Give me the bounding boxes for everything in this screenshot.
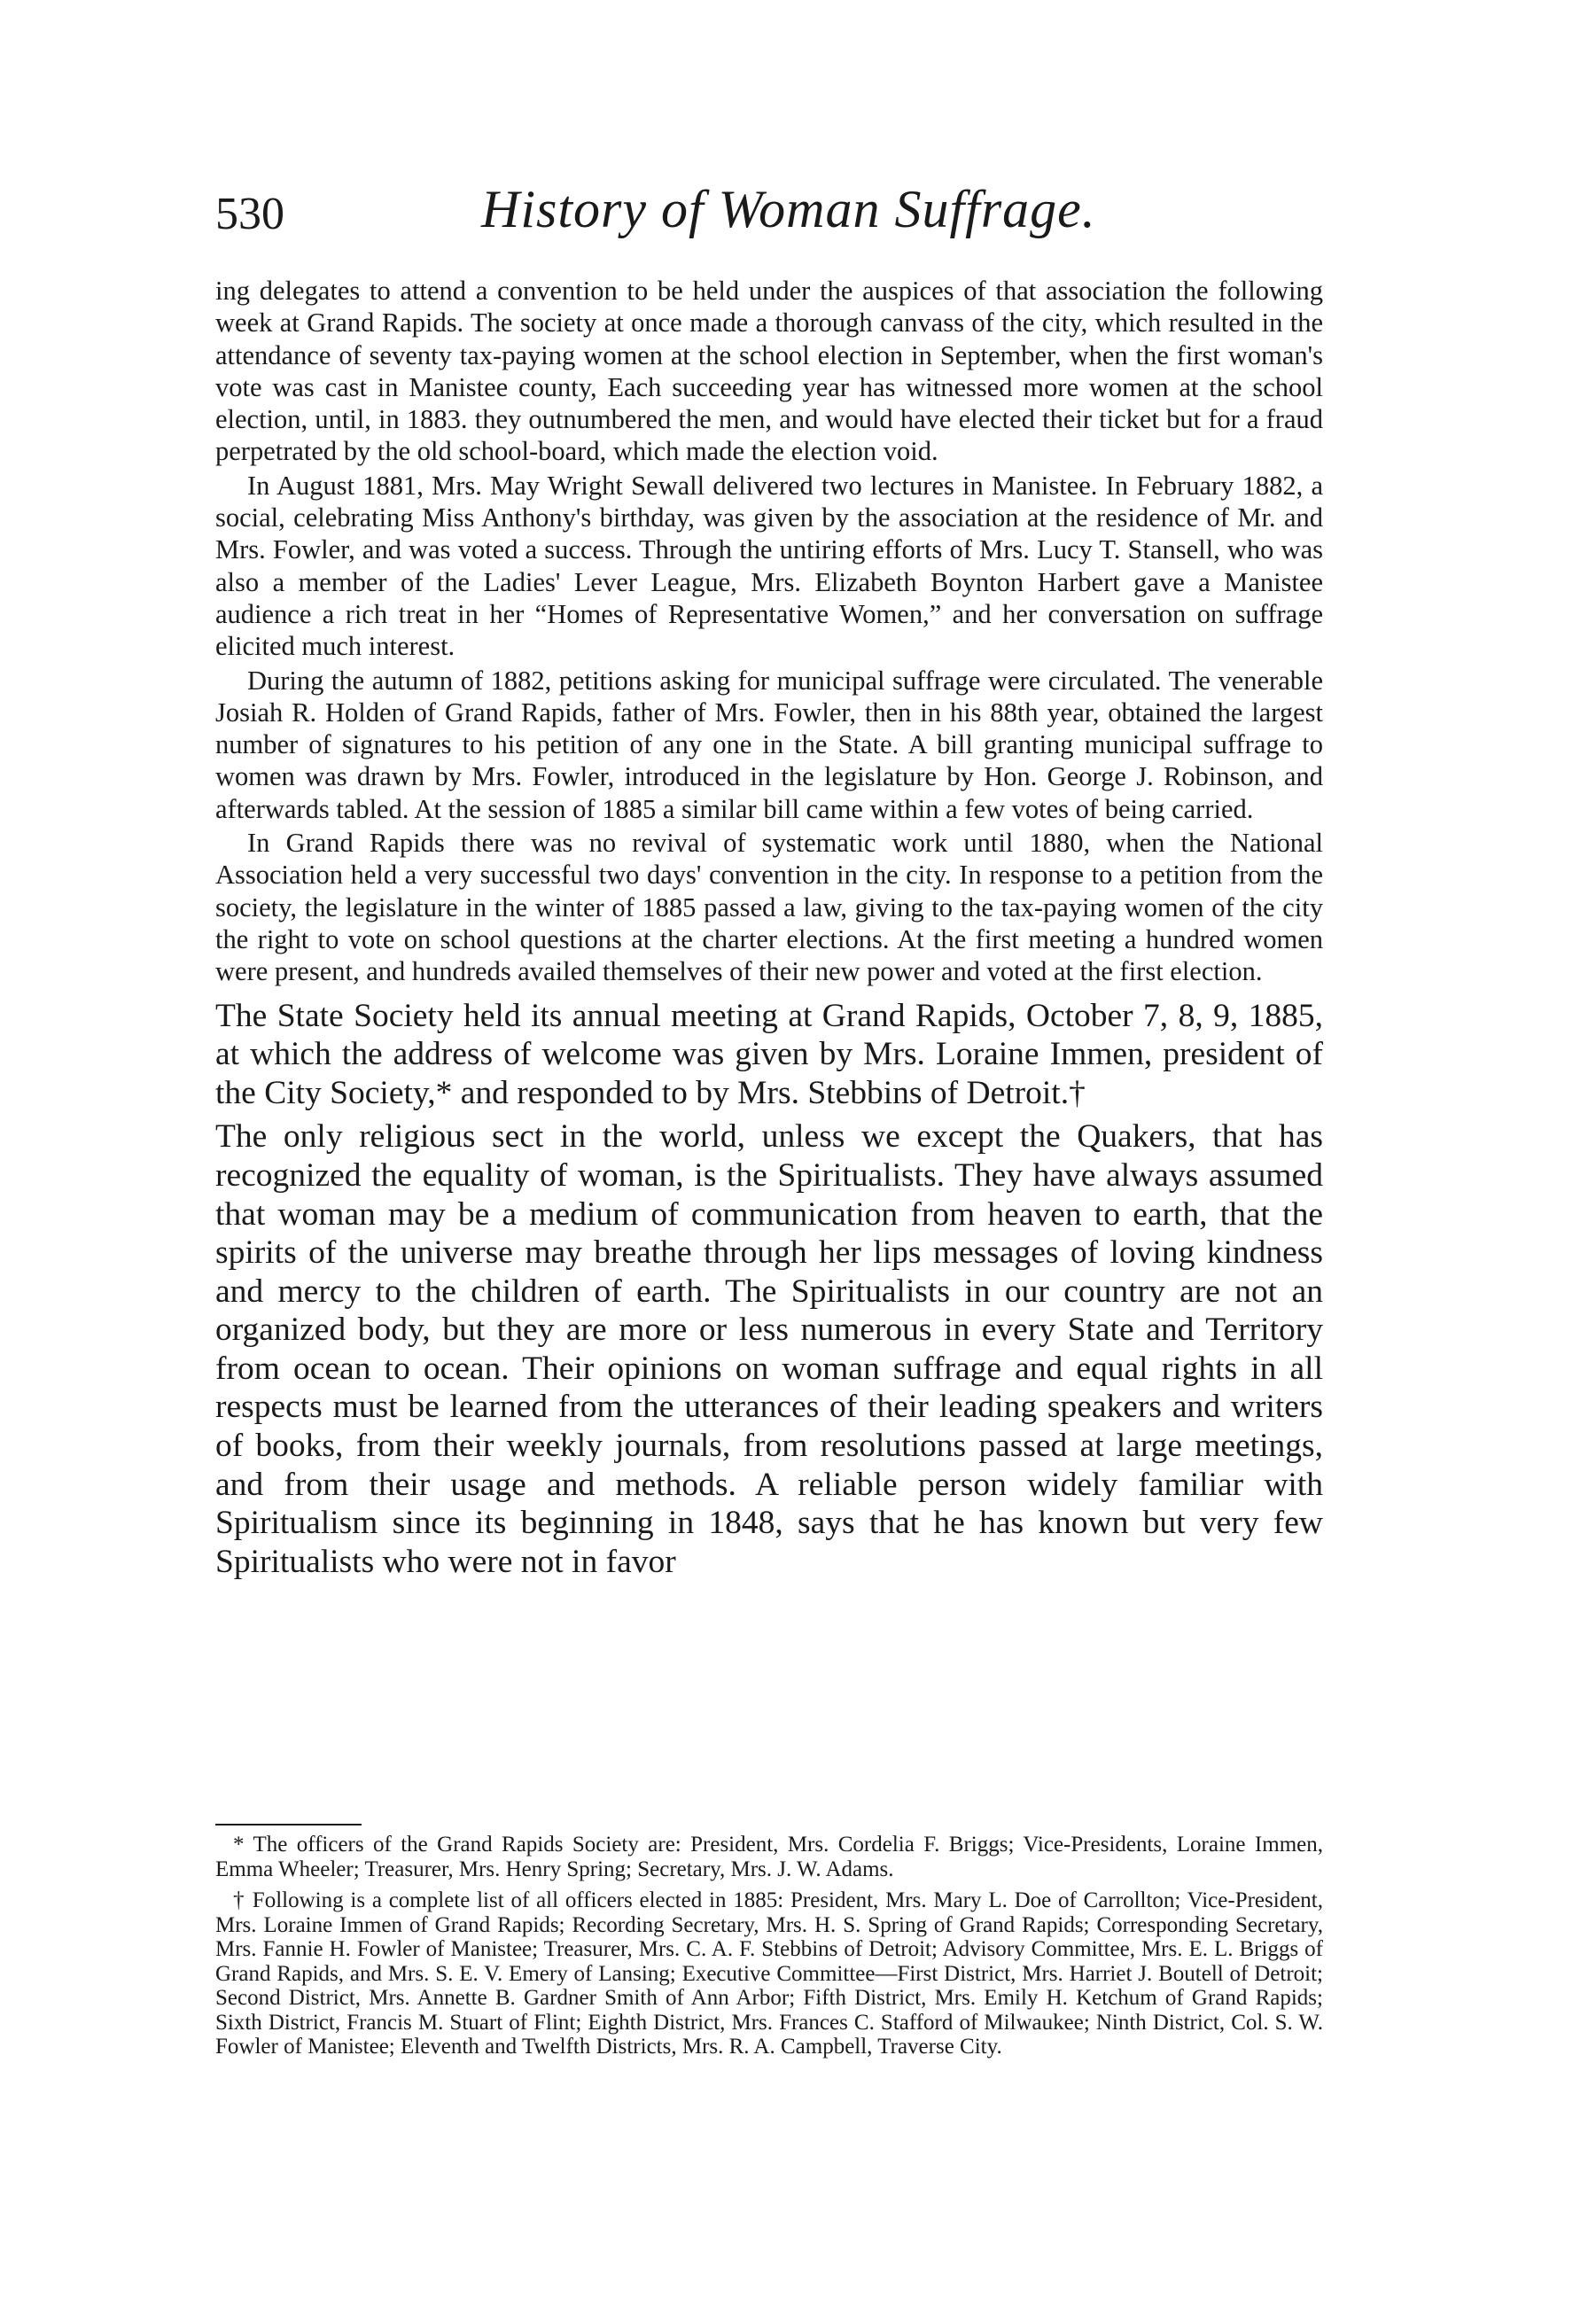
paragraph: In Grand Rapids there was no revival of systematic work until 1880, when the National Association held a very successful two days' convention in the city. In response to a petition from the society, the legislature in the winter of 1885 passed a law, giving to the tax-paying women of the city the right to vote on school questions at the charter elections. At the first meeting a hundred women were present, and hundreds availed themselves of their new power and voted at the first election.	[215, 828, 1323, 987]
footnote: † Following is a complete list of all officers elected in 1885: President, Mrs. Mary L. Doe of Carrollton; Vice-President, Mrs. Loraine Immen of Grand Rapids; Recording Secretary, Mrs. H. S. Spring of Grand Rapids; Corresponding Secretary, Mrs. Fannie H. Fowler of Manistee; Treasurer, Mrs. C. A. F. Stebbins of Detroit; Advisory Committee, Mrs. E. L. Briggs of Grand Rapids, and Mrs. S. E. V. Emery of Lansing; Executive Committee—First District, Mrs. Harriet J. Boutell of Detroit; Second District, Mrs. Annette B. Gardner Smith of Ann Arbor; Fifth District, Mrs. Emily H. Ketchum of Grand Rapids; Sixth District, Francis M. Stuart of Flint; Eighth District, Mrs. Frances C. Stafford of Milwaukee; Ninth District, Col. S. W. Fowler of Manistee; Eleventh and Twelfth Districts, Mrs. R. A. Campbell, Traverse City.	[215, 1888, 1323, 2059]
paragraph: The State Society held its annual meeting at Grand Rapids, October 7, 8, 9, 1885, at which the address of welcome was given by Mrs. Loraine Immen, president of the City Society,* and responded to by Mrs. Stebbins of Detroit.†	[215, 997, 1323, 1111]
small-type-section	[215, 275, 1323, 988]
page-number: 530	[215, 189, 284, 239]
footnote-divider	[215, 1824, 362, 1825]
paragraph: ing delegates to attend a convention to be held under the auspices of that association the following week at Grand Rapids. The society at once made a thorough canvass of the city, which resulted in the attendance of seventy tax-paying women at the school election in September, when the first woman's vote was cast in Manistee county, Each succeeding year has witnessed more women at the school election, until, in 1883. they outnumbered the men, and would have elected their ticket but for a fraud perpetrated by the old school-board, which made the election void.	[215, 276, 1323, 467]
footnotes	[215, 1833, 1323, 2059]
footnote: * The officers of the Grand Rapids Society are: President, Mrs. Cordelia F. Briggs; Vice-Presidents, Loraine Immen, Emma Wheeler; Treasurer, Mrs. Henry Spring; Secretary, Mrs. J. W. Adams.	[215, 1833, 1323, 1881]
page-header	[215, 177, 1323, 248]
large-type-section	[215, 997, 1323, 1582]
body-text	[215, 275, 1323, 1581]
paragraph: In August 1881, Mrs. May Wright Sewall delivered two lectures in Manistee. In February 1882, a social, celebrating Miss Anthony's birthday, was given by the association at the residence of Mr. and Mrs. Fowler, and was voted a success. Through the untiring efforts of Mrs. Lucy T. Stansell, who was also a member of the Ladies' Lever League, Mrs. Elizabeth Boynton Harbert gave a Manistee audience a rich treat in her “Homes of Representative Women,” and her conversation on suffrage elicited much interest.	[215, 470, 1323, 662]
paragraph: During the autumn of 1882, petitions asking for municipal suffrage were circulated. The venerable Josiah R. Holden of Grand Rapids, father of Mrs. Fowler, then in his 88th year, obtained the largest number of signatures to his petition of any one in the State. A bill granting municipal suffrage to women was drawn by Mrs. Fowler, introduced in the legislature by Hon. George J. Robinson, and afterwards tabled. At the session of 1885 a similar bill came within a few votes of being carried.	[215, 665, 1323, 824]
running-title: History of Woman Suffrage.	[481, 180, 1096, 238]
paragraph: The only religious sect in the world, unless we except the Quakers, that has recognized the equality of woman, is the Spiritualists. They have always assumed that woman may be a medium of communication from heaven to earth, that the spirits of the universe may breathe through her lips messages of loving kindness and mercy to the children of earth. The Spiritualists in our country are not an organized body, but they are more or less numerous in every State and Territory from ocean to ocean. Their opinions on woman suffrage and equal rights in all respects must be learned from the utterances of their leading speakers and writers of books, from their weekly journals, from resolutions passed at large meetings, and from their usage and methods. A reliable person widely familiar with Spiritualism since its beginning in 1848, says that he has known but very few Spiritualists who were not in favor	[215, 1118, 1323, 1580]
